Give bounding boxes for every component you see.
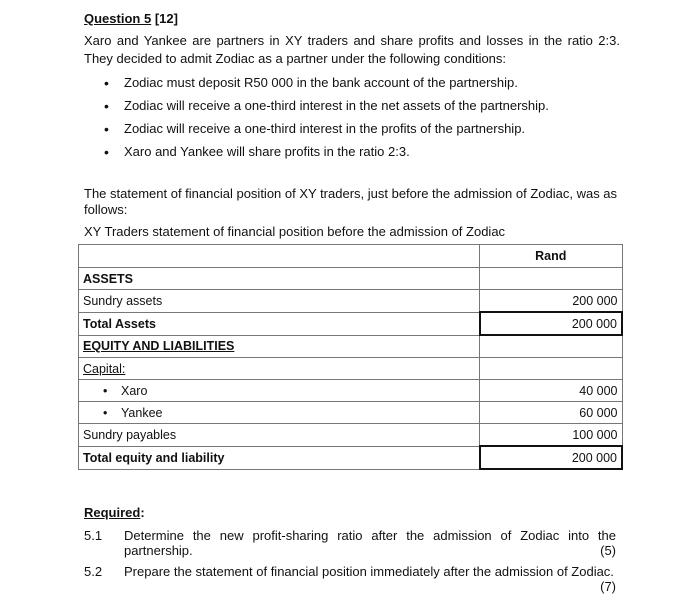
condition-item: • Xaro and Yankee will share profits in the ratio 2:3. [104, 143, 549, 166]
required-item-number: 5.1 [84, 528, 103, 543]
required-item-text: Prepare the statement of financial position immediately after the admission of Zodiac. [124, 564, 614, 579]
sundry-assets-value: 200 000 [480, 290, 622, 313]
empty-cell [480, 268, 622, 290]
total-equity-label: Total equity and liability [79, 446, 480, 469]
required-item-marks: (5) [600, 543, 616, 558]
required-item-text: Determine the new profit-sharing ratio after the admission of Zodiac into the partnership. [124, 528, 616, 558]
required-item [84, 528, 620, 560]
sundry-assets-label: Sundry assets [79, 290, 480, 313]
sundry-payables-label: Sundry payables [79, 424, 480, 447]
yankee-value: 60 000 [480, 402, 622, 424]
condition-item: • Zodiac must deposit R50 000 in the bank account of the partnership. [104, 74, 549, 97]
assets-heading: ASSETS [79, 268, 480, 290]
required-heading-text: Required [84, 505, 141, 520]
table-row [79, 380, 623, 402]
empty-cell [480, 335, 622, 358]
required-item-marks: (7) [600, 579, 616, 594]
bullet-icon: • [103, 405, 108, 420]
condition-item: • Zodiac will receive a one-third interest in the profits of the partnership. [104, 120, 549, 143]
header-blank-cell [79, 245, 480, 268]
xaro-row-label [79, 380, 480, 402]
total-assets-label: Total Assets [79, 312, 480, 335]
table-caption: XY Traders statement of financial position before the admission of Zodiac [84, 224, 506, 239]
bullet-icon: • [103, 383, 108, 398]
conditions-list [104, 74, 549, 166]
condition-item: • Zodiac will receive a one-third interest in the net assets of the partnership. [104, 97, 549, 120]
financial-position-table [78, 244, 623, 470]
xaro-value: 40 000 [480, 380, 622, 402]
required-item-number: 5.2 [84, 564, 103, 579]
currency-header: Rand [480, 245, 622, 268]
question-heading [84, 11, 178, 26]
table-row [79, 358, 623, 380]
table-row [79, 446, 623, 469]
required-heading: Required: [84, 505, 145, 520]
intro-paragraph: Xaro and Yankee are partners in XY traders and share profits and losses in the ratio 2:3. They decided to admit Zodiac as a partner under the following conditions: [84, 33, 620, 66]
required-item [84, 564, 620, 596]
statement-intro: The statement of financial position of XY traders, just before the admission of Zodiac, was as follows: [84, 186, 618, 217]
yankee-label: Yankee [121, 405, 163, 420]
table-row [79, 424, 623, 447]
table-row [79, 290, 623, 313]
question-marks: [12] [154, 11, 178, 26]
yankee-row-label [79, 402, 480, 424]
total-assets-value: 200 000 [480, 312, 622, 335]
table-row [79, 312, 623, 335]
table-header-row [79, 245, 623, 268]
total-equity-value: 200 000 [480, 446, 622, 469]
xaro-label: Xaro [121, 383, 148, 398]
capital-label: Capital: [79, 358, 480, 380]
table-row [79, 402, 623, 424]
equity-heading: EQUITY AND LIABILITIES [79, 335, 480, 358]
question-title: Question 5 [84, 11, 152, 26]
table-row [79, 268, 623, 290]
table-row [79, 335, 623, 358]
sundry-payables-value: 100 000 [480, 424, 622, 447]
empty-cell [480, 358, 622, 380]
